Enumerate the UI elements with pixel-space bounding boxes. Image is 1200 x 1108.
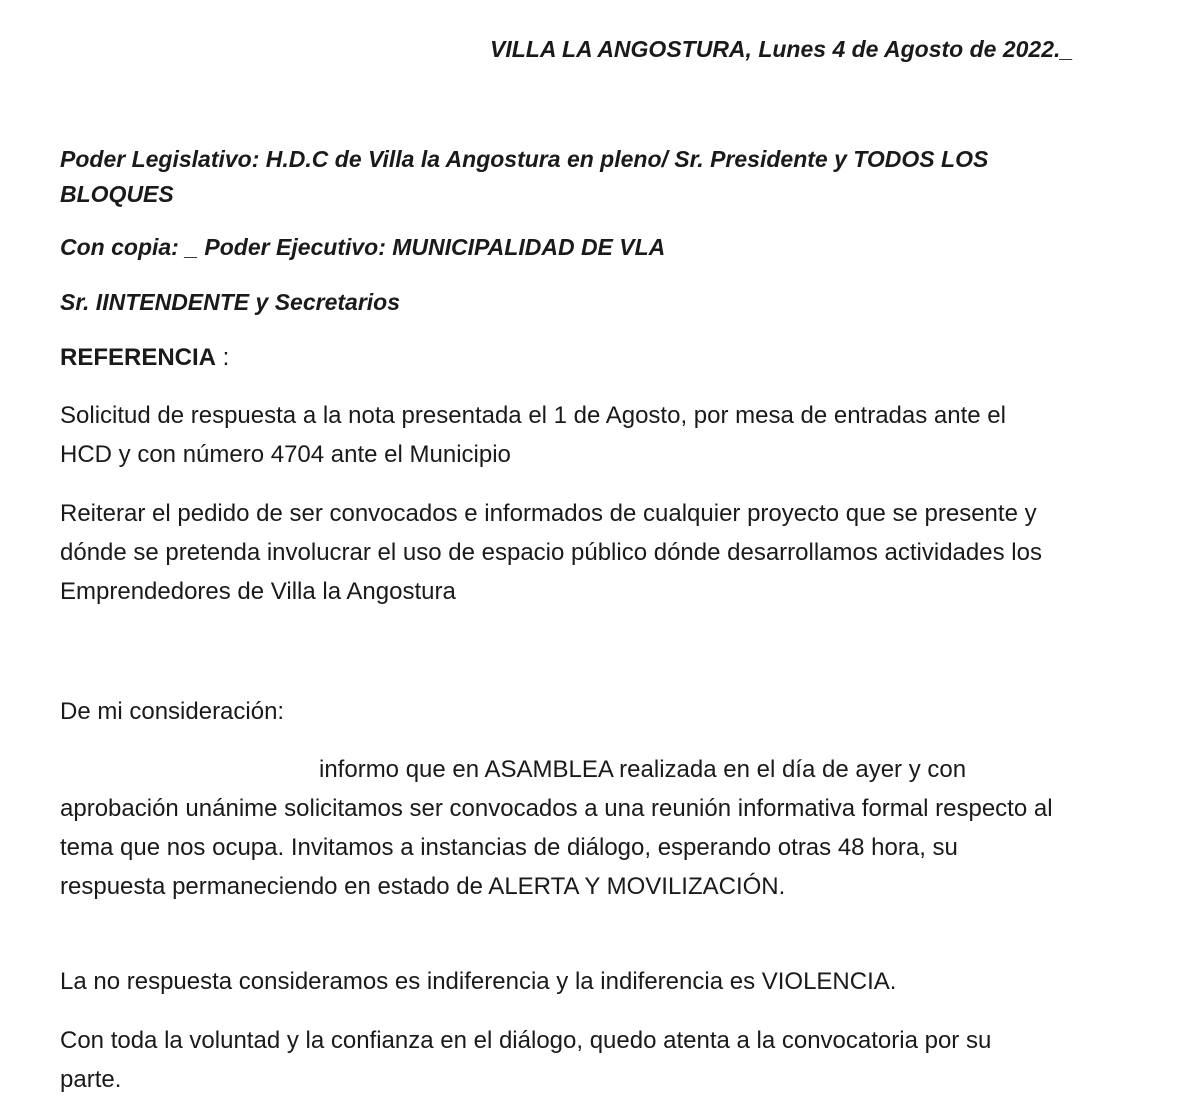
reference-heading <box>60 340 229 376</box>
reference-colon: : <box>216 344 230 371</box>
officials-line: Sr. IINTENDENTE y Secretarios <box>60 289 401 315</box>
body-paragraph-text: informo que en ASAMBLEA realizada en el día de ayer y con aprobación unánime solicitamos ser convocados a una reunión informativa formal respecto al tema que nos ocupa. Invitamos a instancias de diálogo, esperando otras 48 hora, su respuesta permaneciendo en estado de ALERTA Y MOVILIZACIÓN. <box>60 756 1053 900</box>
copy-line: Con copia: _ Poder Ejecutivo: MUNICIPALIDAD DE VLA <box>60 234 666 260</box>
reference-label: REFERENCIA <box>60 344 217 371</box>
reference-paragraph: Reiterar el pedido de ser convocados e informados de cualquier proyecto que se presente y dónde se pretenda involucrar el uso de espacio público dónde desarrollamos actividades los Emprendedores de Villa la Angostura <box>60 500 1042 605</box>
body-paragraph: Con toda la voluntad y la confianza en el diálogo, quedo atenta a la convocatoria por su parte. <box>60 1027 992 1093</box>
addressee-line: Poder Legislativo: H.D.C de Villa la Angostura en pleno/ Sr. Presidente y TODOS LOS BLOQUES <box>60 146 989 207</box>
reference-paragraph: Solicitud de respuesta a la nota presentada el 1 de Agosto, por mesa de entradas ante el HCD y con número 4704 ante el Municipio <box>60 402 1006 468</box>
letter-date: VILLA LA ANGOSTURA, Lunes 4 de Agosto de 2022._ <box>490 36 1074 62</box>
salutation: De mi consideración: <box>60 698 285 725</box>
body-paragraph <box>60 750 1060 906</box>
body-paragraph: La no respuesta consideramos es indiferencia y la indiferencia es VIOLENCIA. <box>60 968 897 995</box>
